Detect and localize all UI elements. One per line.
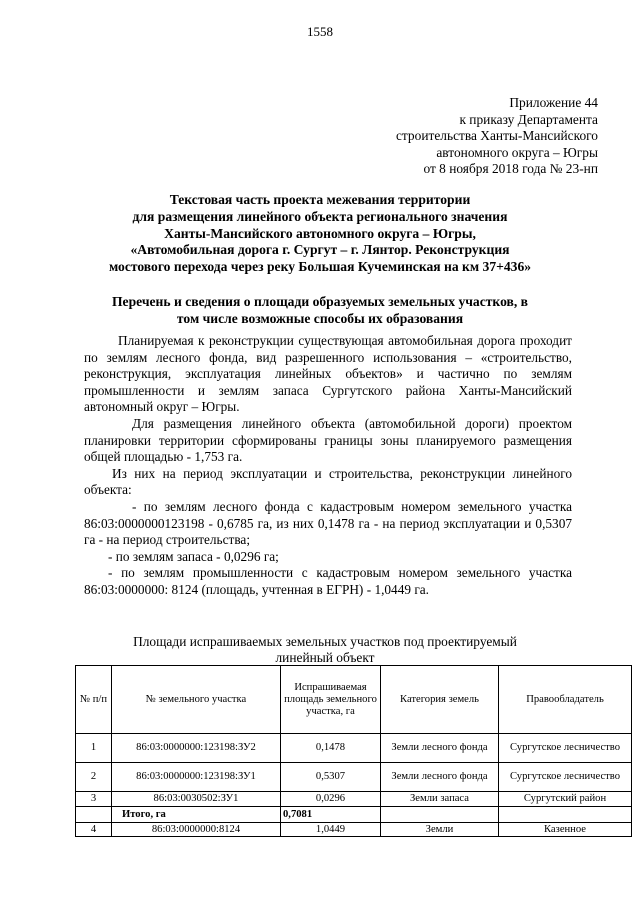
paragraph-road-description: Планируемая к реконструкции существующая автомобильная дорога проходит по землям лесного фонда, вид разрешенного использования – «строительство, реконструкция, эксплуатация линейных объектов» и частично по землям промышленности и землям запаса Сургутского района Ханты-Мансийский автономный округ – Югры.: [84, 333, 572, 415]
table-row: [76, 792, 632, 807]
table-total-row: [76, 807, 632, 823]
cell-number: 2: [76, 763, 112, 792]
page-number: 1558: [307, 24, 333, 39]
cell-area: 0,0296: [281, 792, 381, 807]
table-row: [76, 823, 632, 837]
paragraph-forest-lands: - по землям лесного фонда с кадастровым номером земельного участка 86:03:0000000123198 - 0,6785 га, из них 0,1478 га - на период эксплуатации и 0,5307 га - на период строительства;: [84, 498, 572, 548]
table-header-row: [76, 666, 632, 734]
title-line: Текстовая часть проекта межевания территории: [169, 192, 471, 207]
header-cadastral: № земельного участка: [112, 666, 281, 734]
appendix-line: строительства Ханты-Мансийского: [395, 128, 598, 144]
paragraph-zone-area: Для размещения линейного объекта (автомобильной дороги) проектом планировки территории сформированы границы зоны планируемого размещения общей площадью - 1,753 га.: [84, 415, 572, 465]
paragraph-industrial-lands: - по землям промышленности с кадастровым номером земельного участка 86:03:0000000: 8124 (площадь, учтенная в ЕГРН) - 1,0449 га.: [84, 565, 572, 597]
body-text: [84, 333, 572, 599]
cell-area: 0,5307: [281, 763, 381, 792]
appendix-line: от 8 ноября 2018 года № 23-нп: [423, 161, 598, 177]
header-number: № п/п: [76, 666, 112, 734]
cell-cadastral: 86:03:0000000:123198:ЗУ2: [112, 734, 281, 763]
cell-owner: Казенное: [499, 823, 632, 837]
cell-cadastral: 86:03:0000000:123198:ЗУ1: [112, 763, 281, 792]
total-label: Итого, га: [112, 807, 281, 823]
header-category: Категория земель: [381, 666, 499, 734]
table-caption-line: линейный объект: [275, 649, 375, 665]
title-line: мостового перехода через реку Большая Кучеминская на км 37+436»: [108, 259, 532, 275]
cell-owner: Сургутское лесничество: [499, 763, 632, 792]
title-line: «Автомобильная дорога г. Сургут – г. Лянтор. Реконструкция: [130, 242, 510, 258]
title-line: Ханты-Мансийского автономного округа – Югры,: [164, 225, 476, 241]
cell-empty: [76, 807, 112, 823]
cell-category: Земли лесного фонда: [381, 734, 499, 763]
document-title: [60, 192, 580, 276]
cell-owner: Сургутский район: [499, 792, 632, 807]
cell-area: 0,1478: [281, 734, 381, 763]
appendix-line: автономного округа – Югры: [436, 144, 598, 160]
header-owner: Правообладатель: [499, 666, 632, 734]
paragraph-periods-intro: Из них на период эксплуатации и строительства, реконструкции линейного объекта:: [84, 465, 572, 498]
cell-category: Земли лесного фонда: [381, 763, 499, 792]
cell-empty: [499, 807, 632, 823]
section-heading-line: Перечень и сведения о площади образуемых земельных участков, в: [111, 294, 529, 309]
appendix-header: [396, 95, 598, 178]
table-caption: [90, 634, 560, 665]
paragraph-reserve-lands: - по землям запаса - 0,0296 га;: [108, 548, 279, 564]
section-heading-line: том числе возможные способы их образования: [176, 310, 464, 326]
cell-cadastral: 86:03:0030502:ЗУ1: [112, 792, 281, 807]
cell-category: Земли: [381, 823, 499, 837]
cell-area: 1,0449: [281, 823, 381, 837]
cell-cadastral: 86:03:0000000:8124: [112, 823, 281, 837]
cell-number: 3: [76, 792, 112, 807]
cell-category: Земли запаса: [381, 792, 499, 807]
cell-owner: Сургутское лесничество: [499, 734, 632, 763]
section-heading: [70, 294, 570, 328]
cell-empty: [381, 807, 499, 823]
cell-number: 4: [76, 823, 112, 837]
appendix-line: к приказу Департамента: [459, 111, 598, 127]
table-caption-line: Площади испрашиваемых земельных участков под проектируемый: [133, 634, 517, 649]
land-plots-table: [75, 665, 632, 837]
table-row: [76, 734, 632, 763]
appendix-line: Приложение 44: [509, 95, 598, 110]
total-area: 0,7081: [281, 807, 381, 823]
header-area: Испрашиваемая площадь земельного участка, га: [281, 666, 381, 734]
cell-number: 1: [76, 734, 112, 763]
title-line: для размещения линейного объекта регионального значения: [132, 208, 508, 224]
table-row: [76, 763, 632, 792]
